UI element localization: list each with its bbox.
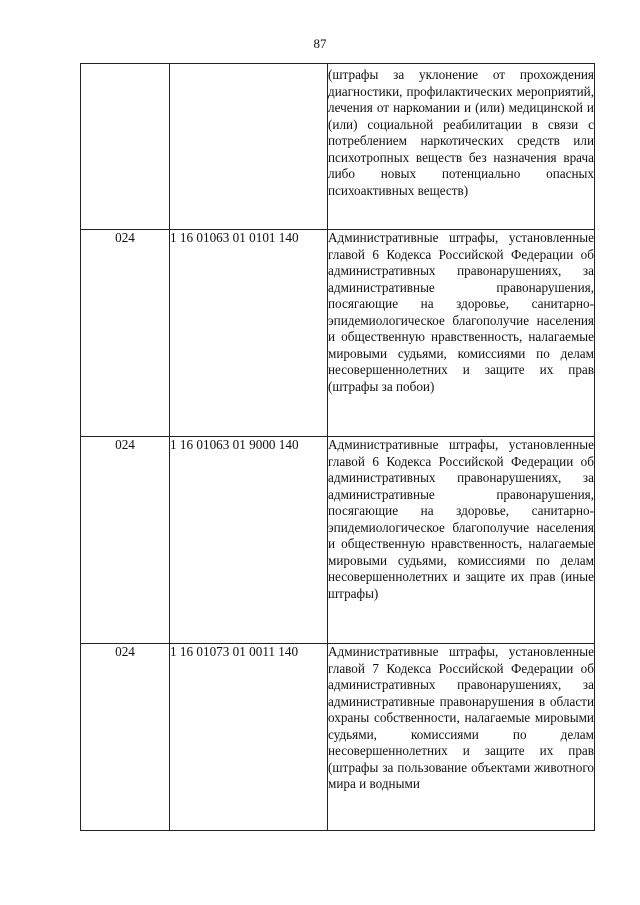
table-row bbox=[81, 437, 595, 644]
admin-code-cell: 024 bbox=[81, 230, 170, 437]
admin-code-cell: 024 bbox=[81, 644, 170, 831]
description-cell: Административные штрафы, установленные главой 7 Кодекса Российской Федерации об административных правонарушениях, за административные правонарушения в области охраны собственности, налагаемые мировыми судьями, комиссиями по делам несовершеннолетних и защите их прав (штрафы за пользование объектами животного мира и водными bbox=[328, 644, 595, 831]
table-row bbox=[81, 230, 595, 437]
page-number: 87 bbox=[313, 36, 327, 51]
kbk-code-cell: 1 16 01063 01 9000 140 bbox=[170, 437, 328, 644]
admin-code-cell: 024 bbox=[81, 437, 170, 644]
budget-classification-table bbox=[80, 63, 595, 831]
description-cell: (штрафы за уклонение от прохождения диагностики, профилактических мероприятий, лечения от наркомании и (или) медицинской и (или) социальной реабилитации в связи с потреблением наркотических средств или психотропных веществ без назначения врача либо новых потенциально опасных психоактивных веществ) bbox=[328, 64, 595, 230]
admin-code-cell bbox=[81, 64, 170, 230]
kbk-code-cell: 1 16 01063 01 0101 140 bbox=[170, 230, 328, 437]
table-row bbox=[81, 644, 595, 831]
table-row bbox=[81, 64, 595, 230]
kbk-code-cell: 1 16 01073 01 0011 140 bbox=[170, 644, 328, 831]
kbk-code-cell bbox=[170, 64, 328, 230]
description-cell: Административные штрафы, установленные главой 6 Кодекса Российской Федерации об административных правонарушениях, за административные правонарушения, посягающие на здоровье, санитарно-эпидемиологическое благополучие населения и общественную нравственность, налагаемые мировыми судьями, комиссиями по делам несовершеннолетних и защите их прав (иные штрафы) bbox=[328, 437, 595, 644]
description-cell: Административные штрафы, установленные главой 6 Кодекса Российской Федерации об административных правонарушениях, за административные правонарушения, посягающие на здоровье, санитарно-эпидемиологическое благополучие населения и общественную нравственность, налагаемые мировыми судьями, комиссиями по делам несовершеннолетних и защите их прав (штрафы за побои) bbox=[328, 230, 595, 437]
